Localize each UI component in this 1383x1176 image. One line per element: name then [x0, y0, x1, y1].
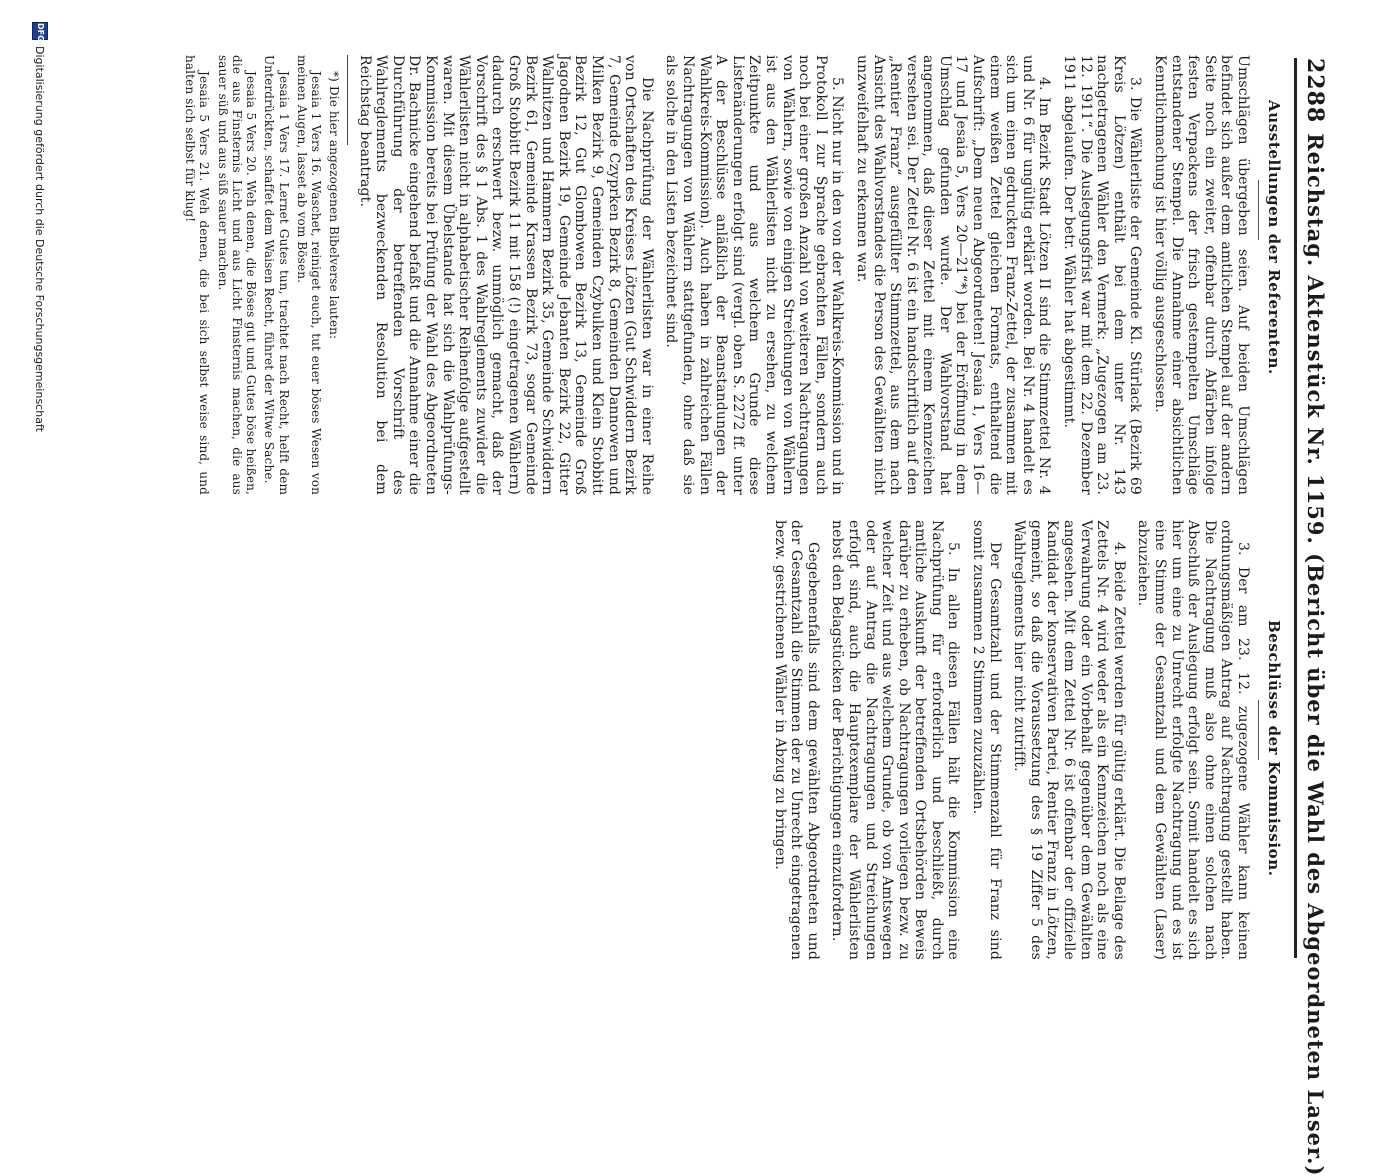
paragraph: 3. Der am 23. 12. zugezogene Wähler kann keinen ordnungsmäßigen Antrag auf Nachtragung gestellt haben. Die Nachtragung muß also ohne einen solchen nach Abschluß der Auslegung erfolgt sein. Somit handelt es sich hier um eine zu Unrecht erfolgte Nachtragung und es ist eine Stimme der Gesamtzahl und dem Gewählten (Laser) abzuziehen.: [1135, 520, 1251, 960]
footnote-verse: Jesaia 1 Vers 16. Waschet, reiniget euch, tut euer böses Wesen von meinen Augen, lasset ab vom Bösen.: [294, 55, 323, 495]
digitization-credit: [32, 22, 48, 432]
section-rule-left: [1258, 180, 1259, 240]
right-column: [763, 520, 1251, 960]
footnote-marker: *) Die hier angezogenen Bibelverse lauten:: [327, 71, 342, 340]
left-column: [179, 55, 1251, 495]
page-number: 2288: [1302, 58, 1328, 124]
footnote-verse: Jesaia 5 Vers 20. Weh denen, die Böses gut und Gutes böse heißen, die aus Finsternis Licht und aus Licht Finsternis machen, die aus sauer süß und aus süß sauer machen.: [215, 55, 259, 495]
paragraph: Der Gesamtzahl und der Stimmenzahl für Franz sind somit zusammen 2 Stimmen zuzuzählen.: [970, 520, 1003, 960]
page-title: Reichstag. Aktenstück Nr. 1159. (Bericht über die Wahl des Abgeordneten Laser.): [1303, 133, 1328, 1176]
paragraph: 5. In allen diesen Fällen hält die Kommission eine Nachprüfung für erforderlich und beschließt, durch amtliche Auskunft der betreffenden Ortsbehörden Beweis darüber zu erheben, ob Nachtragungen vorliegen bezw. zu welcher Zeit und aus welchem Grunde, ob von Amtswegen oder auf Antrag die Nachtragungen und Streichungen erfolgt sind, auch die Hauptexemplare der Wählerlisten nebst den Belagstücken der Berichtigungen einzufordern.: [829, 520, 962, 960]
paragraph: 4. Beide Zettel werden für gültig erklärt. Die Beilage des Zettels Nr. 4 wird weder als ein Kennzeichen noch als eine Verwahrung oder ein Vorbehalt gegenüber dem Gewählten angesehen. Mit dem Zettel Nr. 6 ist offenbar der offizielle Kandidat der konservativen Partei, Rentier Franz in Lötzen, gemeint, so daß die Voraussetzung des § 19 Ziffer 5 des Wahlreglements hier nicht zutrifft.: [1011, 520, 1127, 960]
footnote-rule: [347, 55, 348, 145]
dfg-logo: DFG: [32, 22, 48, 40]
footnote-block: [183, 55, 341, 495]
paragraph: 4. Im Bezirk Stadt Lötzen II sind die Stimmzettel Nr. 4 und Nr. 6 für ungültig erklärt worden. Bei Nr. 4 handelt es sich um einen gedruckten Franz-Zettel, der zusammen mit einem weißen Zettel gleichen Formats, enthaltend die Aufschrift: „Dem neuen Abgeordneten! Jesaia 1, Vers 16—17 und Jesaia 5, Vers 20—21“*) bei der Eröffnung in dem Umschlag gefunden wurde. Der Wahlvorstand hat angenommen, daß dieser Zettel mit einem Kennzeichen versehen sei. Der Zettel Nr. 6 ist ein handschriftlich auf den „Rentier Franz“ ausgefüllter Stimmzettel, aus dem nach Ansicht des Wahlvorstandes die Person des Gewählten nicht unzweifelhaft zu erkennen war.: [853, 55, 1053, 495]
digitization-credit-text: Digitalisierung gefördert durch die Deutsche Forschungsgemeinschaft: [33, 46, 47, 432]
page-header: [1302, 58, 1328, 1176]
section-heading-left: Ausstellungen der Referenten.: [1265, 100, 1283, 375]
header-rule: [1294, 58, 1297, 958]
paragraph: 3. Die Wählerliste der Gemeinde Kl. Stürlack (Bezirk 69 Kreis Lötzen) enthält bei dem unter Nr. 143 nachgetragenen Wähler den Vermerk: „Zugezogen am 23. 12. 1911“. Die Auslegungsfrist war mit dem 22. Dezember 1911 abgelaufen. Der betr. Wähler hat abgestimmt.: [1061, 55, 1144, 495]
paragraph: Umschlägen übergeben seien. Auf beiden Umschlägen befindet sich außer dem amtlichen Stempel auf der andern Seite noch ein zweiter, offenbar durch Abfärben infolge festen Verpackens der frisch gestempelten Umschläge entstandener Stempel. Die Annahme einer absichtlichen Kenntlichmachung ist hier völlig ausgeschlossen.: [1152, 55, 1251, 495]
footnote-verse: Jesaia 5 Vers 21. Weh denen, die bei sich selbst weise sind, und halten sich selbst für klug!: [183, 55, 212, 495]
section-heading-right: Beschlüsse der Kommission.: [1265, 620, 1283, 877]
paragraph: 5. Nicht nur in den von der Wahlkreis-Kommission und in Protokoll I zur Sprache gebrachten Fällen, sondern auch noch bei einer großen Anzahl von weiteren Nachtragungen von Wählern, sowie von einigen Streichungen von Wählern ist aus den Wählerlisten nicht zu ersehen, zu welchem Zeitpunkte und aus welchem Grunde diese Listenänderungen erfolgt sind (vergl. oben S. 2272 ff. unter A der Beschlüsse anläßlich der Beanstandungen der Wahlkreis-Kommission). Auch haben in zahlreichen Fällen Nachtragungen von Wählern stattgefunden, ohne daß sie als solche in den Listen bezeichnet sind.: [663, 55, 846, 495]
paragraph: Die Nachprüfung der Wählerlisten war in einer Reihe von Ortschaften des Kreises Lötzen (Gut Schwiddern Bezirk 7, Gemeinde Czyprken Bezirk 8, Gemeinden Dannowen und Milken Bezirk 9, Gemeinden Czybulken und Klein Stobbitt Bezirk 12, Gut Glombowen Bezirk 13, Gemeinde Groß Jagodnen Bezirk 19, Gemeinde Jebanten Bezirk 22, Gitter Wallnitzen und Hammern Bezirk 35, Gemeinde Schwiddern Bezirk 61, Gemeinde Krassen Bezirk 73, sogar Gemeinde Groß Stobbitt Bezirk 11 mit 158 (!) eingetragenen Wählern) dadurch erschwert bezw. unmöglich gemacht, daß der Vorschrift des § 1 Abs. 1 des Wahlreglements zuwider die Wählerlisten nicht in alphabetischer Reihenfolge aufgestellt waren. Mit diesem Übelstande hat sich die Wahlprüfungs-Kommission bereits bei Prüfung der Wahl des Abgeordneten Dr. Bachnicke eingehend befaßt und die Annahme einer die Durchführung der betreffenden Vorschrift des Wahlreglements bezweckenden Resolution bei dem Reichstag beantragt.: [356, 55, 655, 495]
section-rule-right: [1258, 700, 1259, 760]
footnote-verse: Jesaia 1 Vers 17. Lernet Gutes tun, trachtet nach Recht, helft dem Unterdrückten, schaffet dem Waisen Recht, führet der Witwe Sache.: [262, 55, 291, 495]
paragraph: Gegebenenfalls sind dem gewählten Abgeordneten und der Gesamtzahl die Stimmen der zu Unrecht eingetragenen bezw. gestrichenen Wähler in Abzug zu bringen.: [771, 520, 821, 960]
